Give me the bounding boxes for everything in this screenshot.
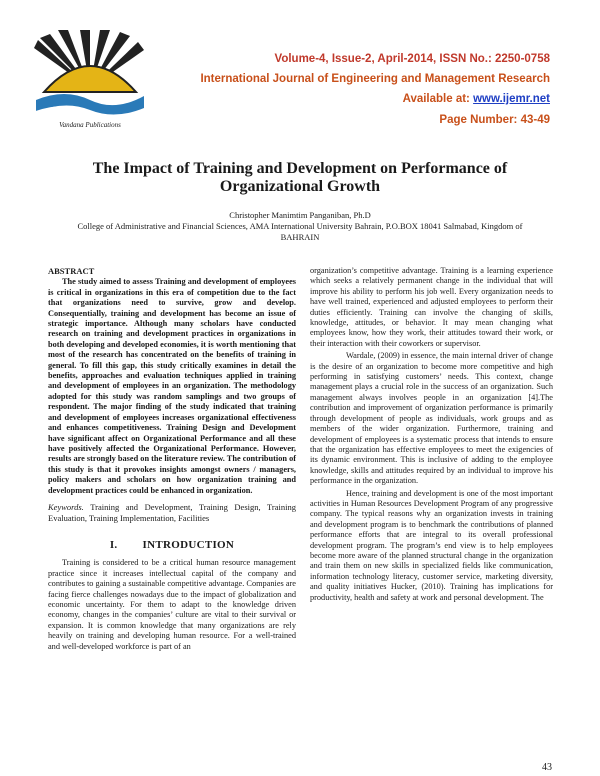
paper-title: The Impact of Training and Development on Performance of Organizational Growth (92, 160, 508, 195)
available-label: Available at: (402, 93, 470, 105)
keywords-text: Training and Development, Training Design, Training Evaluation, Training Implementation, Facilities (48, 501, 296, 523)
section-heading-introduction (48, 540, 296, 550)
intro-paragraph: Training is considered to be a critical human resource management practice since it increases intellectual capital of the company and contributes to gaining a sustainable competitive advantage. Companies are facing fierce challenges nowadays due to the impact of globalization and economic uncertainty. For them to adapt to the knowledge driven economy, changes in the companies’ culture are vital to their survival or expansion. It is common knowledge that many organizations are rely heavily on training and developing human resource. For a well-trained and well-developed workforce is part of an (48, 558, 296, 651)
keywords-label: Keywords. (48, 501, 84, 512)
section-title: INTRODUCTION (142, 538, 235, 551)
section-number: I. (109, 538, 118, 551)
sun-arc-icon (44, 66, 136, 92)
journal-name: International Journal of Engineering and Management Research (200, 73, 550, 85)
abstract-heading: ABSTRACT (48, 266, 95, 276)
footer-page-number: 43 (542, 762, 552, 773)
left-column (48, 266, 296, 652)
author-name: Christopher Manimtim Panganiban, Ph.D (229, 210, 371, 220)
keywords (48, 502, 296, 524)
volume-info: Volume-4, Issue-2, April-2014, ISSN No.: 2250-0758 (274, 53, 550, 65)
author-affiliation: College of Administrative and Financial Sciences, AMA International University Bahrain, P.O.BOX 18041 Salmabad, Kingdom of BAHRAIN (77, 221, 523, 242)
abstract-text: The study aimed to assess Training and development of employees is critical in organizations in this era of competition due to the fact that organizations need to survive, grow and develop. Consequentially, training and development has become an issue of strategic importance. Although many scholars have conducted research on training and development practices in organizations in both developing and developed economies, it is worth mentioning that most of the research has concentrated on the benefits of training in general. To fill this gap, this study critically examines in detail the benefits, approaches and evaluation techniques applied in training and development of employees in an organization. The methodology adopted for this study was random samplings and two groups of respondent. The major finding of the study indicated that training and development of employees increases organizational effectiveness and enhances competitiveness. Training Design and Development have significant affect on Organizational Performance and all these have positively affected the Organizational Performance. However, results are strongly based on the literature review. The contribution of this study is that it provokes insights amongst owners / managers, policy makers and scholars on how organization training and development practices could be enhanced in organization. (48, 277, 296, 495)
right-column (310, 266, 553, 605)
availability-line (403, 92, 550, 107)
journal-url-link[interactable]: www.ijemr.net (473, 93, 550, 105)
logo-text: Vandana Publications (59, 121, 121, 129)
body-paragraph: Hence, training and development is one of the most important activities in Human Resources Development Program of any progressive company. The typical reasons why an organization invests in training and development program is to benchmark the contributions of planned performance efforts that are integral to its overall professional development program. The program’s end view is to help employees become more aware of the planned structural change in the organization and train them on new skills in specialized fields like communication, information technology literacy, customer service, marketing diversity, and quality initiatives Hucker, (2010). Training has implications for productivity, health and safety at work and personal development. The (310, 488, 553, 602)
journal-logo (30, 30, 150, 130)
body-paragraph: organization’s competitive advantage. Training is a learning experience which seeks a relatively permanent change in the individual that will improve his ability to perform his job well. Every organization needs to have well trained, experienced and adjusted employees to perform their duties efficiently. Training can involve the changing of skills, knowledge, attitudes, or behavior. It may mean changing what employees know, how they work, their attitudes toward their work, or their interaction with their coworkers or supervisor. (310, 266, 553, 348)
page-number-range: Page Number: 43-49 (439, 114, 550, 126)
body-paragraph: Wardale, (2009) in essence, the main internal driver of change is the desire of an organization to become more competitive and high performing in satisfying customers’ needs. This context, change management plays a crucial role in the success of an organization. Such management always involves people in an organization [4].The contribution and improvement of organization performance is primarily through development of people as individuals, work groups and as members of the wider organization. Furthermore, training and development of employees is a systematic process that intends to ensure that the organization has effective employees to meet the exigencies of its dynamic environment. This is inclusive of adding to the employee knowledge, skills and attitudes required by an individual to improve his performance in the organization. (310, 351, 553, 486)
